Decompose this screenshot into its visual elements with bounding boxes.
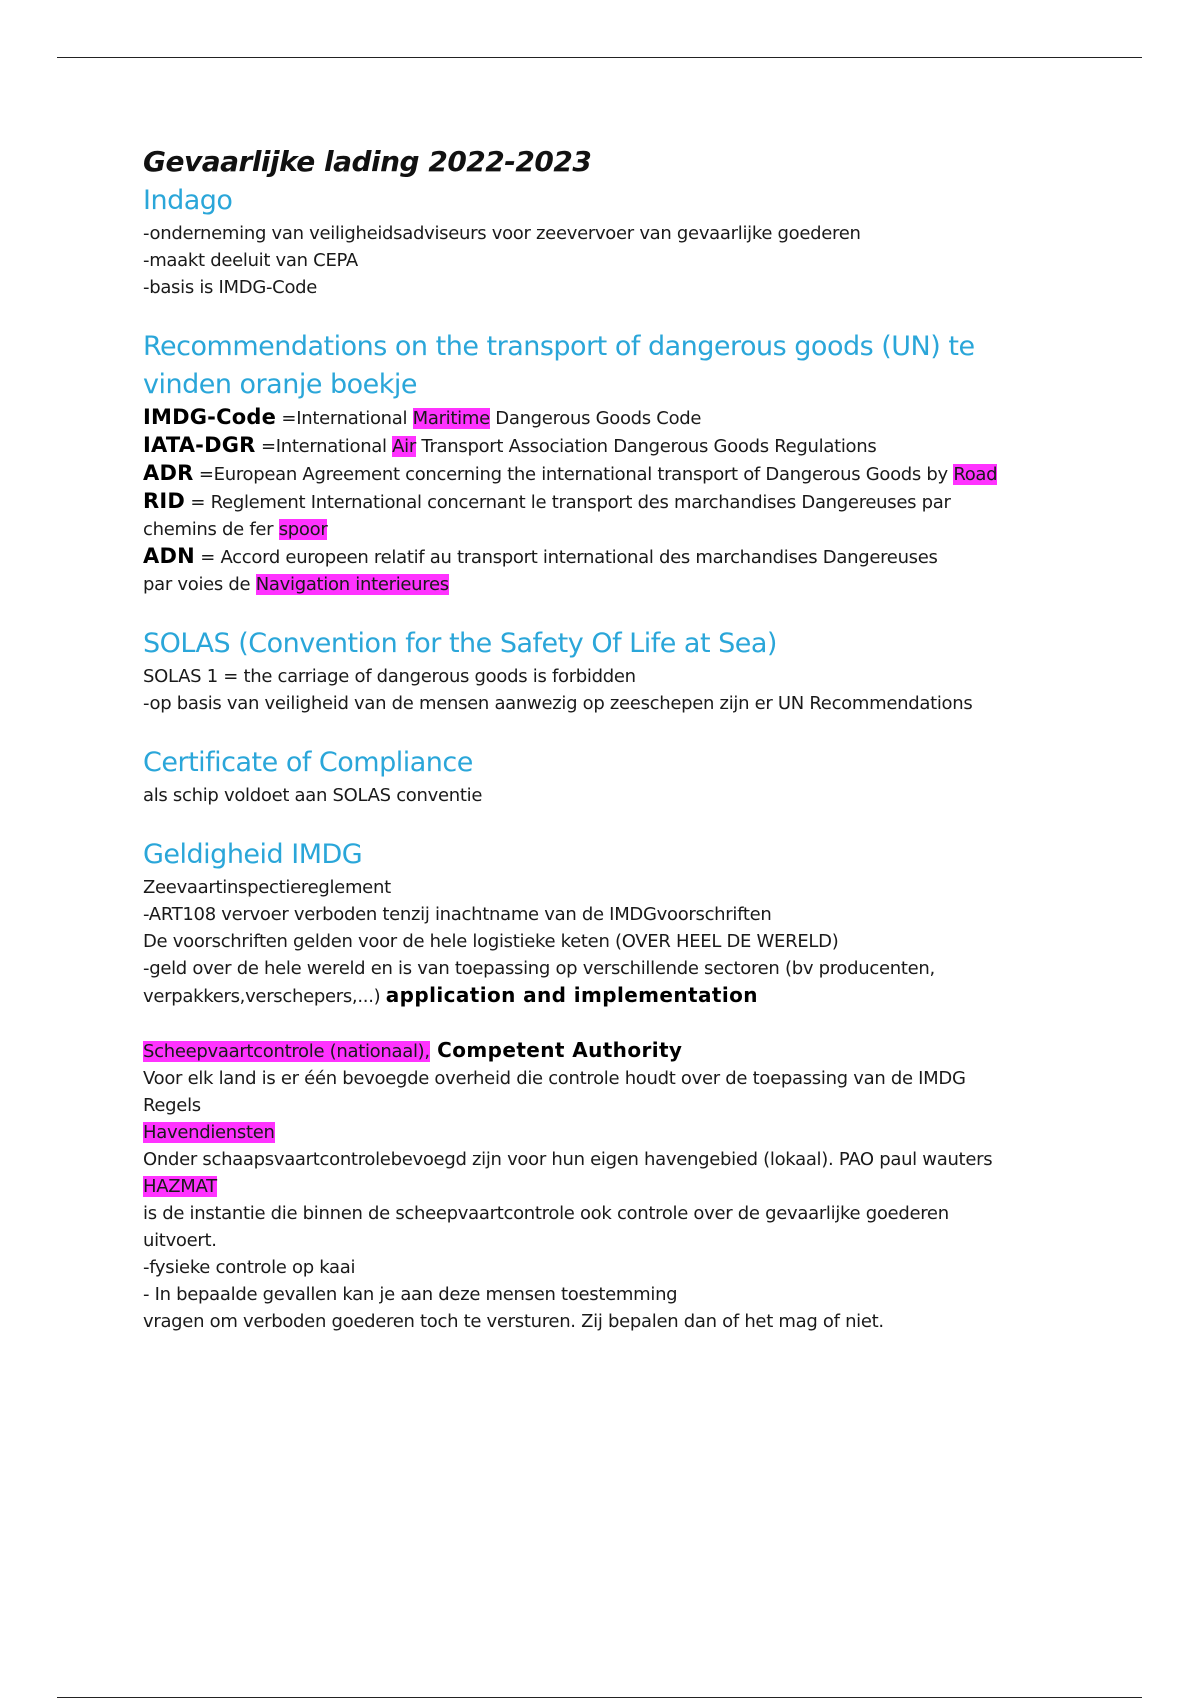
authority-line-2: Regels bbox=[143, 1095, 201, 1116]
solas-line-1: SOLAS 1 = the carriage of dangerous goods is forbidden bbox=[143, 666, 636, 687]
heading-recommendations-2: vinden oranje boekje bbox=[143, 369, 418, 400]
geldigheid-line-4: -geld over de hele wereld en is van toepassing op verschillende sectoren (bv producenten, bbox=[143, 958, 935, 979]
imdg-pre: =International bbox=[276, 408, 413, 429]
document-page bbox=[143, 142, 1063, 1335]
adn-text: = Accord europeen relatif au transport international des marchandises Dangereuses bbox=[194, 547, 938, 568]
imdg-highlight: Maritime bbox=[412, 408, 490, 429]
rid-line-1 bbox=[143, 488, 1063, 516]
rid-pre: chemins de fer bbox=[143, 519, 279, 540]
heading-solas: SOLAS (Convention for the Safety Of Life at Sea) bbox=[143, 628, 777, 659]
heading-certificate: Certificate of Compliance bbox=[143, 747, 473, 778]
scheepvaartcontrole-line bbox=[143, 1037, 1063, 1065]
havendiensten-line: Onder schaapsvaartcontrolebevoegd zijn voor hun eigen havengebied (lokaal). PAO paul wauters bbox=[143, 1149, 993, 1170]
application-implementation: application and implementation bbox=[385, 983, 758, 1007]
adn-abbr: ADN bbox=[143, 544, 195, 568]
hazmat-line-3: -fysieke controle op kaai bbox=[143, 1257, 356, 1278]
iata-dgr-line bbox=[143, 432, 1063, 460]
heading-geldigheid: Geldigheid IMDG bbox=[143, 839, 363, 870]
spacer bbox=[143, 598, 1063, 625]
adr-pre: =European Agreement concerning the international transport of Dangerous Goods by bbox=[193, 464, 954, 485]
rid-abbr: RID bbox=[143, 489, 186, 513]
scheepvaartcontrole-highlight: Scheepvaartcontrole (nationaal), bbox=[143, 1041, 430, 1062]
iata-pre: =International bbox=[255, 436, 393, 457]
indago-line-1: -onderneming van veiligheidsadviseurs voor zeevervoer van gevaarlijke goederen bbox=[143, 223, 861, 244]
rid-line-2 bbox=[143, 516, 1063, 543]
heading-indago: Indago bbox=[143, 185, 233, 216]
geldigheid-line-1: Zeevaartinspectiereglement bbox=[143, 877, 391, 898]
heading-recommendations-1: Recommendations on the transport of dangerous goods (UN) te bbox=[143, 331, 975, 362]
hazmat-line-2: uitvoert. bbox=[143, 1230, 217, 1251]
authority-line-1: Voor elk land is er één bevoegde overheid die controle houdt over de toepassing van de IMDG bbox=[143, 1068, 966, 1089]
spacer bbox=[143, 809, 1063, 836]
document-title: Gevaarlijke lading 2022-2023 bbox=[143, 145, 592, 178]
havendiensten-label bbox=[143, 1119, 1063, 1146]
hazmat-label bbox=[143, 1173, 1063, 1200]
competent-authority: Competent Authority bbox=[429, 1038, 683, 1062]
hazmat-highlight: HAZMAT bbox=[143, 1176, 217, 1197]
indago-line-2: -maakt deeluit van CEPA bbox=[143, 250, 358, 271]
hazmat-line-4: - In bepaalde gevallen kan je aan deze mensen toestemming bbox=[143, 1284, 678, 1305]
geldigheid-line-3: De voorschriften gelden voor de hele logistieke keten (OVER HEEL DE WERELD) bbox=[143, 931, 839, 952]
iata-abbr: IATA-DGR bbox=[143, 433, 256, 457]
hazmat-line-1: is de instantie die binnen de scheepvaartcontrole ook controle over de gevaarlijke goederen bbox=[143, 1203, 949, 1224]
bottom-rule bbox=[57, 1697, 1142, 1698]
adn-highlight: Navigation interieures bbox=[255, 574, 449, 595]
indago-line-3: -basis is IMDG-Code bbox=[143, 277, 318, 298]
hazmat-line-5: vragen om verboden goederen toch te versturen. Zij bepalen dan of het mag of niet. bbox=[143, 1311, 884, 1332]
certificate-line: als schip voldoet aan SOLAS conventie bbox=[143, 785, 483, 806]
spacer bbox=[143, 1010, 1063, 1037]
solas-line-2: -op basis van veiligheid van de mensen aanwezig op zeeschepen zijn er UN Recommendations bbox=[143, 693, 973, 714]
spacer bbox=[143, 301, 1063, 328]
imdg-code-line bbox=[143, 404, 1063, 432]
havendiensten-highlight: Havendiensten bbox=[143, 1122, 275, 1143]
imdg-post: Dangerous Goods Code bbox=[489, 408, 702, 429]
rid-text: = Reglement International concernant le transport des marchandises Dangereuses par bbox=[185, 492, 951, 513]
spacer bbox=[143, 717, 1063, 744]
adn-pre: par voies de bbox=[143, 574, 256, 595]
geldigheid-line-5 bbox=[143, 982, 1063, 1010]
iata-highlight: Air bbox=[392, 436, 416, 457]
top-rule bbox=[57, 57, 1142, 58]
adr-abbr: ADR bbox=[143, 461, 194, 485]
adr-line bbox=[143, 460, 1063, 488]
adr-highlight: Road bbox=[953, 464, 998, 485]
iata-post: Transport Association Dangerous Goods Regulations bbox=[415, 436, 877, 457]
geldigheid-last-pre: verpakkers,verschepers,...) bbox=[143, 986, 386, 1007]
adn-line-2 bbox=[143, 571, 1063, 598]
adn-line-1 bbox=[143, 543, 1063, 571]
imdg-abbr: IMDG-Code bbox=[143, 405, 277, 429]
rid-highlight: spoor bbox=[278, 519, 328, 540]
geldigheid-line-2: -ART108 vervoer verboden tenzij inachtname van de IMDGvoorschriften bbox=[143, 904, 772, 925]
